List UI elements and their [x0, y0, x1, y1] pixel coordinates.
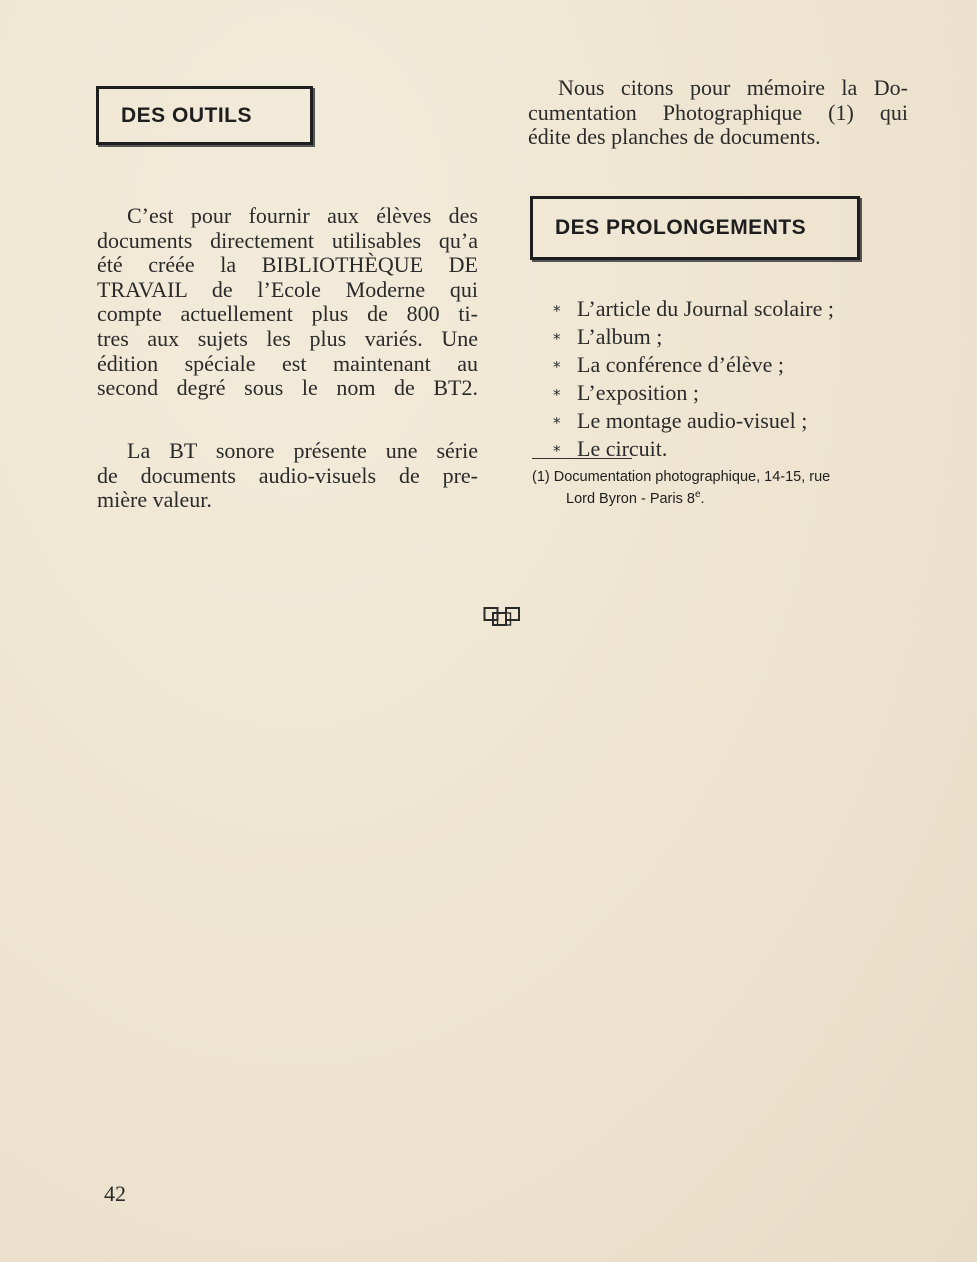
prolongements-list: [553, 296, 834, 464]
asterisk-bullet-icon: *: [553, 442, 561, 460]
text-line: été créée la BIBLIOTHÈQUE DE: [97, 252, 478, 278]
text-line: C’est pour fournir aux élèves des: [127, 203, 478, 228]
list-item-text: L’article du Journal scolaire ;: [577, 296, 834, 321]
list-item-text: Le circuit.: [577, 436, 668, 461]
asterisk-bullet-icon: *: [553, 414, 561, 432]
heading-text: DES OUTILS: [121, 103, 253, 127]
paragraph-bt-sonore: [97, 439, 478, 513]
interlocked-squares-ornament-icon: [483, 606, 521, 628]
list-item-text: La conférence d’élève ;: [577, 352, 785, 377]
section-heading-des-prolongements: [530, 196, 860, 260]
footnote: [532, 469, 912, 508]
text-line: second degré sous le nom de BT2.: [97, 375, 478, 401]
section-heading-des-outils: [96, 86, 313, 145]
text-line: TRAVAIL de l’Ecole Moderne qui: [97, 276, 478, 302]
list-item: [553, 380, 834, 408]
list-item: [553, 324, 834, 352]
text-line: tres aux sujets les plus variés. Une: [97, 325, 478, 351]
footnote-address: Lord Byron - Paris 8: [566, 490, 695, 507]
text-line: cumentation Photographique (1) qui: [528, 99, 908, 125]
text-line: édite des planches de documents.: [528, 124, 821, 150]
list-item-text: L’exposition ;: [577, 380, 700, 405]
asterisk-bullet-icon: *: [553, 302, 561, 320]
footnote-separator: [532, 458, 632, 459]
asterisk-bullet-icon: *: [553, 358, 561, 376]
heading-text: DES PROLONGEMENTS: [555, 216, 807, 239]
footnote-superscript: e: [694, 489, 701, 500]
footnote-line: (1) Documentation photographique, 14-15, rue: [532, 469, 831, 485]
list-item: [553, 296, 834, 324]
asterisk-bullet-icon: *: [553, 386, 561, 404]
footnote-period: .: [700, 490, 705, 507]
list-item: [553, 436, 834, 464]
text-line: de documents audio-visuels de pre-: [97, 462, 478, 488]
list-item-text: L’album ;: [577, 324, 663, 349]
text-line: édition spéciale est maintenant au: [97, 350, 478, 376]
text-line: documents directement utilisables qu’a: [97, 227, 478, 253]
paragraph-documentation-photographique: [528, 76, 908, 150]
text-line: mière valeur.: [97, 487, 212, 513]
list-item: [553, 408, 834, 436]
list-item-text: Le montage audio-visuel ;: [577, 408, 808, 433]
text-line: Nous citons pour mémoire la Do-: [558, 75, 908, 100]
list-item: [553, 352, 834, 380]
asterisk-bullet-icon: *: [553, 330, 561, 348]
footnote-line: [532, 486, 912, 508]
text-line: compte actuellement plus de 800 ti-: [97, 301, 478, 327]
paragraph-bibliotheque-de-travail: [97, 204, 478, 401]
text-line: La BT sonore présente une série: [127, 438, 478, 463]
page-number: 42: [104, 1181, 126, 1206]
